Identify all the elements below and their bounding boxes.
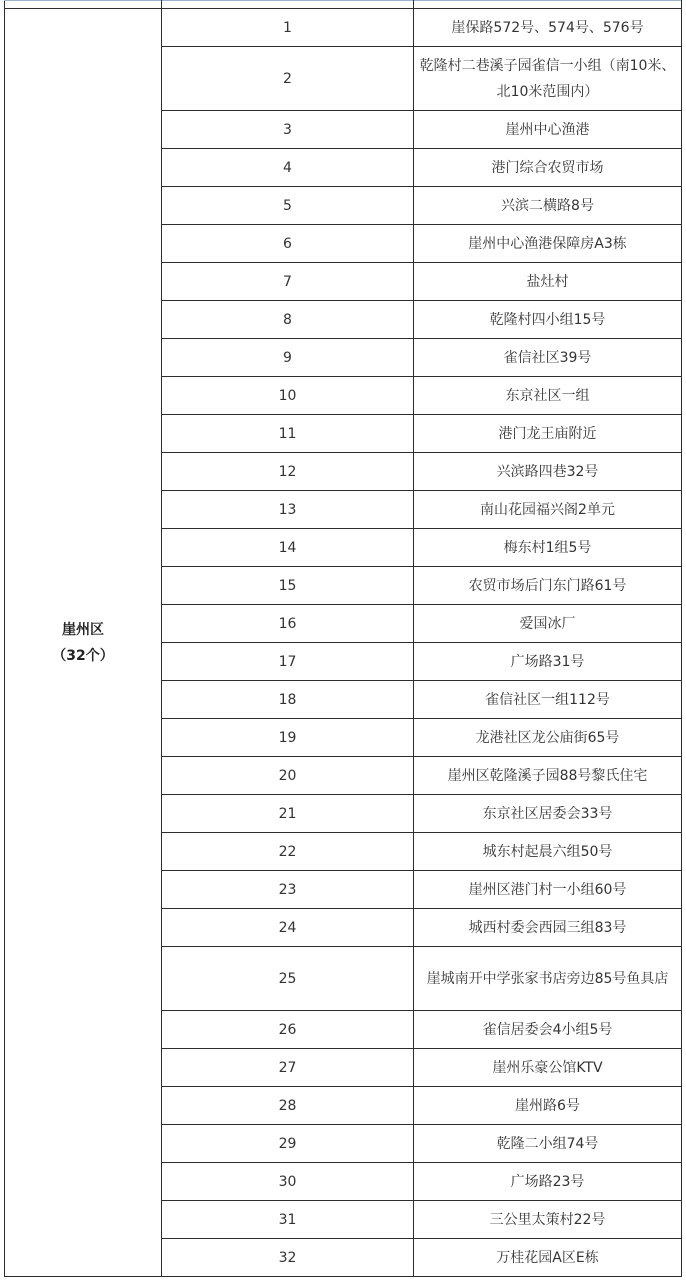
row-number: 20 [162, 757, 414, 795]
row-number: 14 [162, 529, 414, 567]
row-number: 3 [162, 111, 414, 149]
row-address: 崖保路572号、574号、576号 [414, 9, 682, 47]
row-address: 城东村起晨六组50号 [414, 833, 682, 871]
district-name: 崖州区 [62, 621, 104, 638]
table-top-row [5, 1, 682, 9]
row-address: 雀信社区一组112号 [414, 681, 682, 719]
row-number: 27 [162, 1049, 414, 1087]
row-number: 31 [162, 1201, 414, 1239]
row-address: 崖州区港门村一小组60号 [414, 871, 682, 909]
row-address: 龙港社区龙公庙街65号 [414, 719, 682, 757]
row-number: 25 [162, 947, 414, 1011]
top-cell-2 [162, 1, 414, 9]
row-number: 26 [162, 1011, 414, 1049]
address-table [4, 0, 682, 1277]
row-number: 8 [162, 301, 414, 339]
table-row [5, 9, 682, 47]
row-number: 9 [162, 339, 414, 377]
row-address: 广场路23号 [414, 1163, 682, 1201]
row-number: 6 [162, 225, 414, 263]
row-number: 19 [162, 719, 414, 757]
row-address: 广场路31号 [414, 643, 682, 681]
row-address: 乾隆村四小组15号 [414, 301, 682, 339]
row-number: 30 [162, 1163, 414, 1201]
row-number: 2 [162, 47, 414, 111]
row-number: 32 [162, 1239, 414, 1277]
row-number: 5 [162, 187, 414, 225]
row-number: 11 [162, 415, 414, 453]
row-address: 港门龙王庙附近 [414, 415, 682, 453]
row-number: 7 [162, 263, 414, 301]
row-address: 雀信社区39号 [414, 339, 682, 377]
row-address: 崖州中心渔港 [414, 111, 682, 149]
table-body [5, 1, 682, 1277]
row-number: 12 [162, 453, 414, 491]
row-number: 10 [162, 377, 414, 415]
row-address: 兴滨二横路8号 [414, 187, 682, 225]
row-address: 乾隆二小组74号 [414, 1125, 682, 1163]
row-number: 15 [162, 567, 414, 605]
row-number: 17 [162, 643, 414, 681]
row-address: 东京社区居委会33号 [414, 795, 682, 833]
row-number: 13 [162, 491, 414, 529]
row-number: 22 [162, 833, 414, 871]
top-cell-3 [414, 1, 682, 9]
row-number: 16 [162, 605, 414, 643]
row-number: 24 [162, 909, 414, 947]
row-number: 18 [162, 681, 414, 719]
row-address: 雀信居委会4小组5号 [414, 1011, 682, 1049]
row-address: 崖州乐豪公馆KTV [414, 1049, 682, 1087]
row-number: 1 [162, 9, 414, 47]
row-address: 兴滨路四巷32号 [414, 453, 682, 491]
top-cell-1 [5, 1, 162, 9]
row-address: 崖州区乾隆溪子园88号黎氏住宅 [414, 757, 682, 795]
district-count: （32个） [52, 647, 114, 664]
row-number: 21 [162, 795, 414, 833]
row-address: 乾隆村二巷溪子园雀信一小组（南10米、北10米范围内） [414, 47, 682, 111]
row-address: 港门综合农贸市场 [414, 149, 682, 187]
row-address: 梅东村1组5号 [414, 529, 682, 567]
row-address: 爱国冰厂 [414, 605, 682, 643]
row-address: 崖州中心渔港保障房A3栋 [414, 225, 682, 263]
row-number: 4 [162, 149, 414, 187]
row-address: 三公里太策村22号 [414, 1201, 682, 1239]
row-address: 崖州路6号 [414, 1087, 682, 1125]
row-address: 南山花园福兴阁2单元 [414, 491, 682, 529]
row-address: 盐灶村 [414, 263, 682, 301]
row-address: 农贸市场后门东门路61号 [414, 567, 682, 605]
row-number: 23 [162, 871, 414, 909]
row-address: 崖城南开中学张家书店旁边85号鱼具店 [414, 947, 682, 1011]
row-number: 29 [162, 1125, 414, 1163]
row-address: 万桂花园A区E栋 [414, 1239, 682, 1277]
row-number: 28 [162, 1087, 414, 1125]
row-address: 东京社区一组 [414, 377, 682, 415]
row-address: 城西村委会西园三组83号 [414, 909, 682, 947]
district-cell [5, 9, 162, 1277]
